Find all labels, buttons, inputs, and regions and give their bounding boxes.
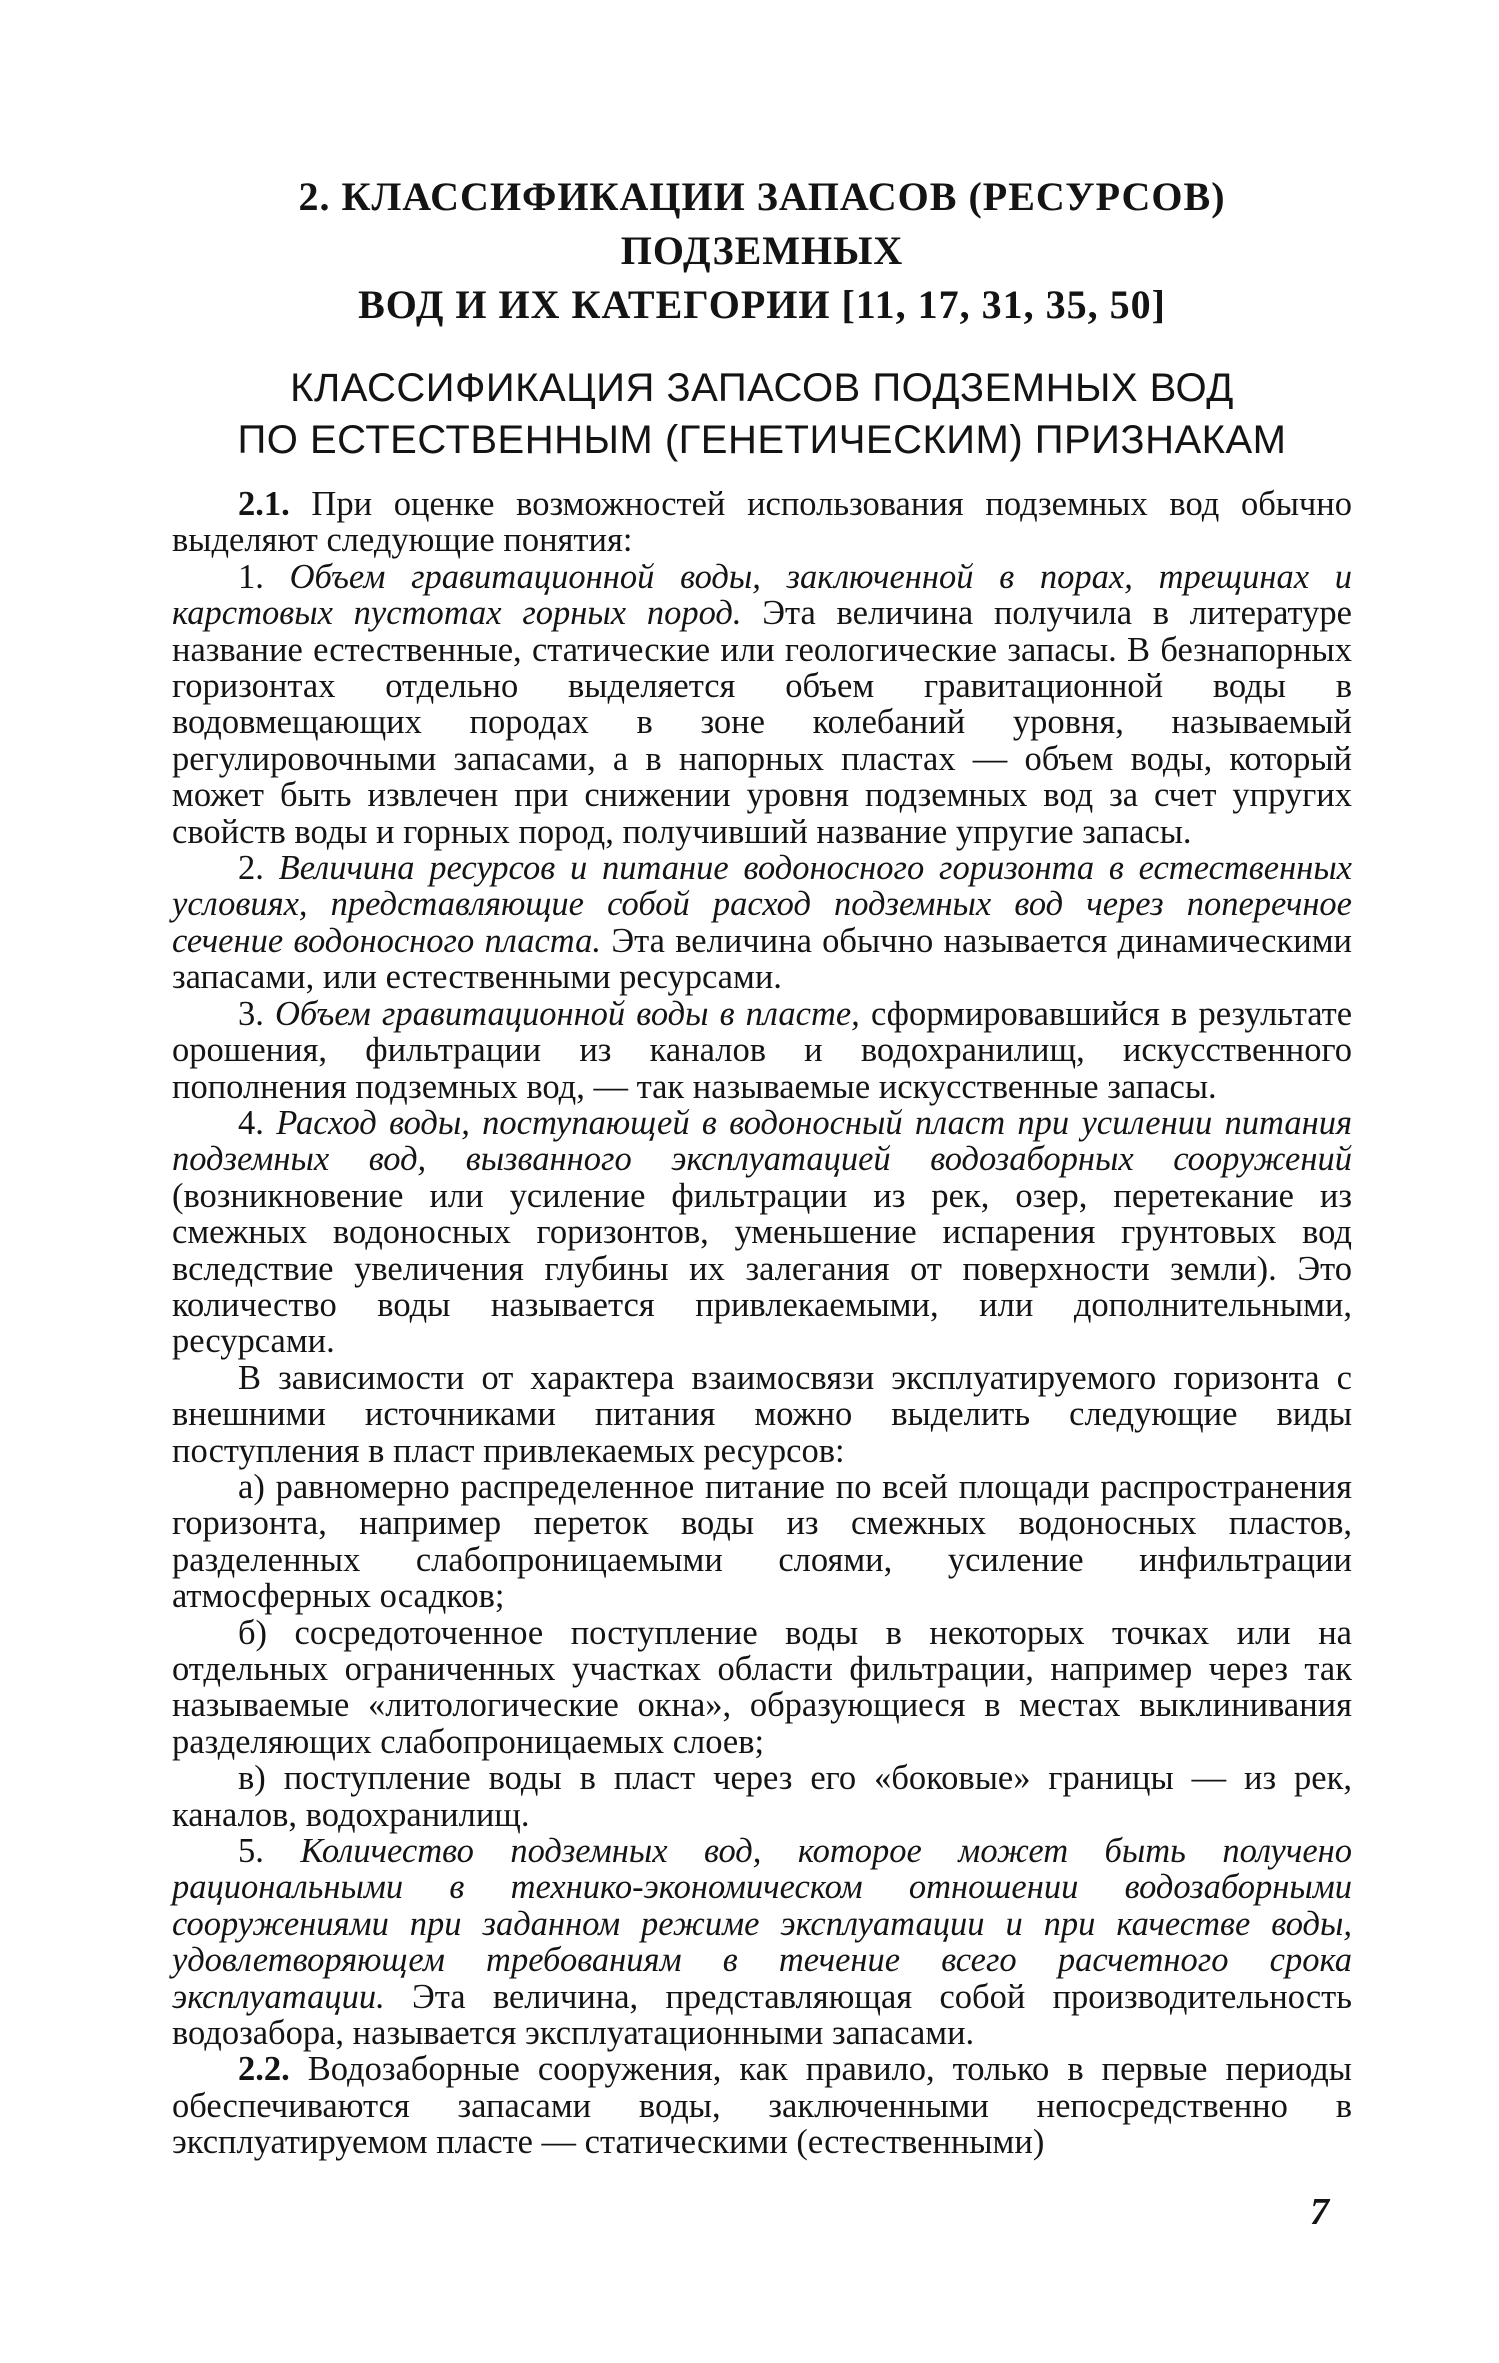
item-text: (возникновение или усиление фильтрации из рек, озер, перетекание из смежных водоносных горизонтов, уменьшение испарения грунтовых вод вследствие увеличения глубины их залегания от поверхности земли). Это количество воды называется привлекаемыми, или дополнительными, ресурсами. [172, 1176, 1352, 1361]
list-item-a: а) равномерно распределенное питание по всей площади распространения горизонта, например переток воды из смежных водоносных пластов, разделенных слабопроницаемыми слоями, усиление инфильтрации атмосферных осадков; [172, 1467, 1352, 1616]
chapter-title [172, 170, 1352, 332]
item-italic-definition: Объем гравитационной воды, заключенной в порах, трещинах и карстовых пустотах горных пород. [172, 557, 1352, 633]
list-item-b: б) сосредоточенное поступление воды в некоторых точках или на отдельных ограниченных участках области фильтрации, например через так называемые «литологические окна», образующиеся в местах выклинивания разделяющих слабопроницаемых слоев; [172, 1613, 1352, 1761]
paragraph-dependence: В зависимости от характера взаимосвязи эксплуатируемого горизонта с внешними источниками питания можно выделить следующие виды поступления в пласт привлекаемых ресурсов: [172, 1358, 1352, 1470]
paragraph-2-2 [172, 2051, 1352, 2160]
item-italic-definition: Количество подземных вод, которое может быть получено рациональными в технико-экономическом отношении водозаборными сооружениями при заданном режиме эксплуатации и при качестве воды, удовлетворяющем требованиям в течение всего расчетного срока эксплуатации. [172, 1832, 1352, 2016]
item-italic-definition: Объем гравитационной воды в пласте, [275, 994, 860, 1033]
item-2 [172, 850, 1352, 996]
item-5 [172, 1833, 1352, 2051]
section-title [172, 362, 1352, 466]
item-text: Эта величина, представляющая собой производительность водозабора, называется эксплуатационными запасами. [172, 1977, 1352, 2053]
paragraph-number: 2.2. [238, 2050, 290, 2089]
page-number: 7 [1310, 2191, 1329, 2233]
item-number: 1. [238, 557, 290, 596]
item-3 [172, 996, 1352, 1105]
item-text: сформировавшийся в результате орошения, фильтрации из каналов и водохранилищ, искусственного пополнения подземных вод, — так называемые искусственные запасы. [172, 994, 1353, 1106]
paragraph-text: Водозаборные сооружения, как правило, только в первые периоды обеспечиваются запасами воды, заключенными непосредственно в эксплуатируемом пласте — статическими (естественными) [172, 2050, 1352, 2162]
item-number: 4. [238, 1103, 277, 1142]
paragraph-text: При оценке возможностей использования подземных вод обычно выделяют следующие понятия: [172, 485, 1352, 560]
item-text: Эта величина получила в литературе название естественные, статические или геологические запасы. В безнапорных горизонтах отдельно выделяется объем гравитационной воды в водовмещающих породах в зоне колебаний уровня, называемый регулировочными запасами, а в напорных пластах — объем воды, который может быть извлечен при снижении уровня подземных вод за счет упругих свойств воды и горных пород, получивший название упругие запасы. [172, 594, 1352, 851]
item-number: 3. [238, 994, 276, 1033]
chapter-title-line-2: ВОД И ИХ КАТЕГОРИИ [11, 17, 31, 35, 50] [358, 282, 1166, 327]
page-content [172, 170, 1352, 2161]
item-text: Эта величина обычно называется динамическими запасами, или естественными ресурсами. [172, 921, 1352, 997]
item-4 [172, 1105, 1352, 1360]
item-number: 2. [238, 849, 279, 888]
paragraph-2-1 [172, 486, 1352, 559]
paragraph-number: 2.1. [238, 485, 290, 523]
item-italic-definition: Величина ресурсов и питание водоносного горизонта в естественных условиях, представляющие собой расход подземных вод через поперечное сечение водоносного пласта. [172, 849, 1352, 960]
item-1 [172, 559, 1352, 850]
item-italic-definition: Расход воды, поступающей в водоносный пласт при усилении питания подземных вод, вызванного эксплуатацией водозаборных сооружений [172, 1103, 1352, 1179]
section-title-line-1: КЛАССИФИКАЦИЯ ЗАПАСОВ ПОДЗЕМНЫХ ВОД [290, 366, 1234, 410]
list-item-c: в) поступление воды в пласт через его «боковые» границы — из рек, каналов, водохранилищ. [172, 1759, 1352, 1834]
chapter-title-line-1: 2. КЛАССИФИКАЦИИ ЗАПАСОВ (РЕСУРСОВ) ПОДЗЕМНЫХ [298, 174, 1226, 273]
item-number: 5. [238, 1832, 301, 1871]
section-title-line-2: ПО ЕСТЕСТВЕННЫМ (ГЕНЕТИЧЕСКИМ) ПРИЗНАКАМ [237, 418, 1287, 462]
